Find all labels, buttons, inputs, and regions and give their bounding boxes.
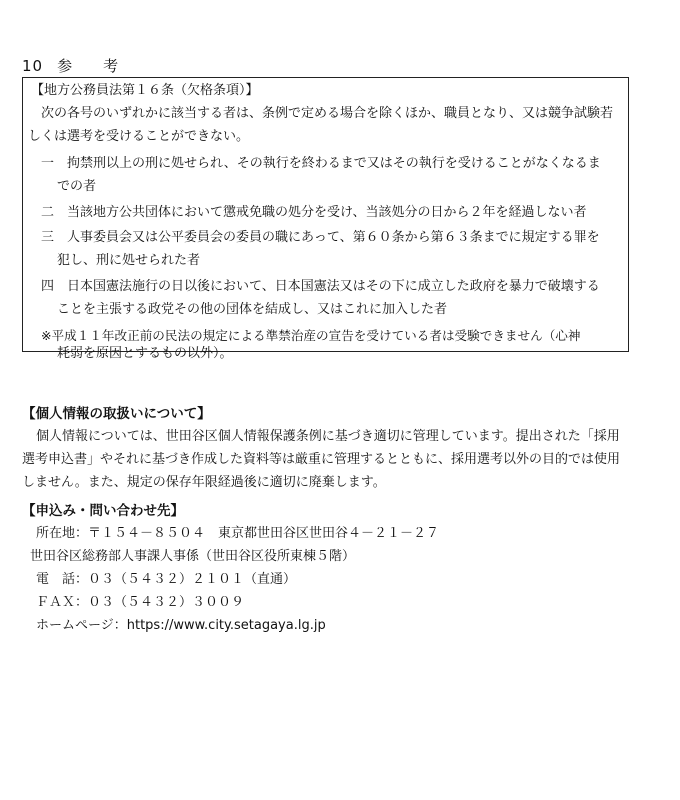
contact-address: 所在地：〒１５４－８５０４ 東京都世田谷区世田谷４－２１－２７ xyxy=(36,526,440,541)
section-number: 10 xyxy=(22,57,44,75)
contact-phone: 電 話：０３（５４３２）２１０１（直通） xyxy=(36,572,297,587)
privacy-line-1: 個人情報については、世田谷区個人情報保護条例に基づき適切に管理しています。提出された「採用 xyxy=(36,429,620,444)
law-box-heading: 【地方公務員法第１６条（欠格条項）】 xyxy=(31,83,259,98)
contact-department: 世田谷区総務部人事課人事係（世田谷区役所東棟５階） xyxy=(30,549,356,564)
law-note-line-1: ※平成１１年改正前の民法の規定による準禁治産の宣告を受けている者は受験できません（心神 xyxy=(41,328,581,343)
law-item-4-line-2: ことを主張する政党その他の団体を結成し、又はこれに加入した者 xyxy=(57,302,448,317)
privacy-line-2: 選考申込書」やそれに基づき作成した資料等は厳重に管理するとともに、採用選考以外の目的では使用 xyxy=(22,452,621,467)
law-intro-line-2: しくは選考を受けることができない。 xyxy=(28,129,250,144)
privacy-line-3: しません。また、規定の保存年限経過後に適切に廃棄します。 xyxy=(22,475,386,490)
law-item-3-line-2: 犯し、刑に処せられた者 xyxy=(57,253,201,268)
privacy-heading: 【個人情報の取扱いについて】 xyxy=(22,406,211,422)
contact-homepage: ホームページ：https://www.city.setagaya.lg.jp xyxy=(36,618,326,633)
section-title-char-1: 参 xyxy=(57,57,74,75)
law-note-line-2: 耗弱を原因とするもの以外）。 xyxy=(57,346,233,361)
law-intro-line-1: 次の各号のいずれかに該当する者は、条例で定める場合を除くほか、職員となり、又は競争試験若 xyxy=(41,106,614,121)
law-item-1-line-1: 一 拘禁刑以上の刑に処せられ、その執行を終わるまで又はその執行を受けることがなくなるま xyxy=(41,156,601,171)
contact-heading: 【申込み・問い合わせ先】 xyxy=(22,503,184,519)
law-article-box xyxy=(22,77,629,361)
section-heading xyxy=(22,55,119,76)
law-item-1-line-2: での者 xyxy=(57,179,97,194)
contact-fax: ＦＡＸ：０３（５４３２）３００９ xyxy=(36,595,245,610)
law-item-4-line-1: 四 日本国憲法施行の日以後において、日本国憲法又はその下に成立した政府を暴力で破壊する xyxy=(41,279,600,294)
law-item-2-line-1: 二 当該地方公共団体において懲戒免職の処分を受け、当該処分の日から２年を経過しない者 xyxy=(41,205,587,220)
law-item-3-line-1: 三 人事委員会又は公平委員会の委員の職にあって、第６０条から第６３条までに規定する罪を xyxy=(41,230,600,245)
section-title-char-2: 考 xyxy=(103,57,120,75)
